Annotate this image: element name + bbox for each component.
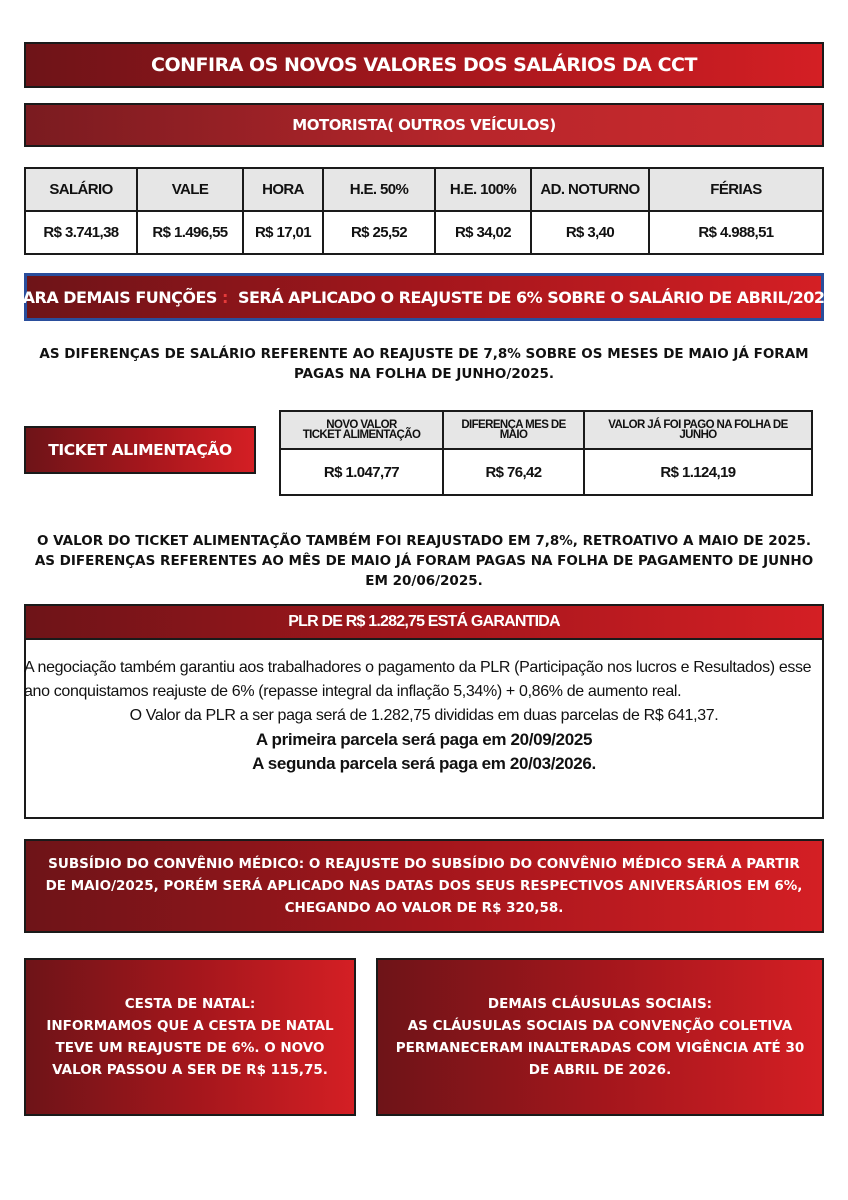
demais-funcoes-banner	[12, 273, 836, 321]
subtitle-banner	[24, 103, 824, 147]
header-salario: SALÁRIO	[25, 168, 137, 211]
header-he50: H.E. 50%	[323, 168, 435, 211]
plr-body	[26, 640, 822, 776]
ticket-header-novo-valor	[280, 411, 443, 449]
demais-funcoes-text: SERÁ APLICADO O REAJUSTE DE 6% SOBRE O SALÁRIO DE ABRIL/2025	[237, 287, 836, 307]
cesta-natal-text: INFORMAMOS QUE A CESTA DE NATAL TEVE UM REAJUSTE DE 6%. O NOVO VALOR PASSOU A SER DE R$ 115,75.	[46, 1018, 334, 1078]
salary-table-values-row	[25, 211, 823, 254]
note-diferencas-salario: AS DIFERENÇAS DE SALÁRIO REFERENTE AO REAJUSTE DE 7,8% SOBRE OS MESES DE MAIO JÁ FORAM PAGAS NA FOLHA DE JUNHO/2025.	[39, 346, 809, 382]
plr-title: PLR DE R$ 1.282,75 ESTÁ GARANTIDA	[26, 606, 822, 640]
clausulas-sociais-title: DEMAIS CLÁUSULAS SOCIAIS:	[487, 996, 713, 1012]
ticket-header-novo-valor-l1: NOVO VALOR	[326, 419, 397, 431]
value-ad-noturno: R$ 3,40	[531, 211, 649, 254]
header-ad-noturno: AD. NOTURNO	[531, 168, 649, 211]
note-ticket-reajuste: O VALOR DO TICKET ALIMENTAÇÃO TAMBÉM FOI REAJUSTADO EM 7,8%, RETROATIVO A MAIO DE 2025. AS DIFERENÇAS REFERENTES AO MÊS DE MAIO JÁ FORAM PAGAS NA FOLHA DE PAGAMENTO DE JUNHO EM 20/06/2025.	[34, 533, 814, 589]
plr-valor-line: O Valor da PLR a ser paga será de 1.282,75 divididas em duas parcelas de R$ 641,37.	[129, 707, 719, 724]
header-ferias: FÉRIAS	[649, 168, 823, 211]
plr-section	[24, 604, 824, 819]
ticket-header-valor-pago-l2: JUNHO	[679, 429, 717, 441]
ticket-header-valor-pago-l1: VALOR JÁ FOI PAGO NA FOLHA DE	[608, 419, 788, 431]
ticket-header-valor-pago	[584, 411, 812, 449]
ticket-table-values-row	[280, 449, 812, 495]
subsidio-convenio-box	[24, 839, 824, 933]
plr-paragraph: A negociação também garantiu aos trabalhadores o pagamento da PLR (Participação nos lucros e Resultados) esse ano conquistamos reajuste de 6% (repasse integral da inflação 5,34%) + 0,86% de aumento real.	[24, 659, 812, 700]
cesta-natal-content	[34, 993, 346, 1081]
main-title-banner	[24, 42, 824, 88]
ticket-value-pago: R$ 1.124,19	[584, 449, 812, 495]
plr-parcela-1: A primeira parcela será paga em 20/09/2025	[255, 730, 593, 749]
subsidio-text: SUBSÍDIO DO CONVÊNIO MÉDICO: O REAJUSTE DO SUBSÍDIO DO CONVÊNIO MÉDICO SERÁ A PARTIR DE MAIO/2025, PORÉM SERÁ APLICADO NAS DATAS DOS SEUS RESPECTIVOS ANIVERSÁRIOS EM 6%, CHEGANDO AO VALOR DE R$ 320,58.	[45, 856, 803, 916]
main-title: CONFIRA OS NOVOS VALORES DOS SALÁRIOS DA CCT	[151, 54, 697, 76]
value-he100: R$ 34,02	[435, 211, 531, 254]
demais-funcoes-label-text: PARA DEMAIS FUNÇÕES	[12, 287, 217, 307]
ticket-label: TICKET ALIMENTAÇÃO	[48, 441, 232, 459]
clausulas-sociais-content	[392, 993, 808, 1081]
value-he50: R$ 25,52	[323, 211, 435, 254]
clausulas-sociais-text: AS CLÁUSULAS SOCIAIS DA CONVENÇÃO COLETIVA PERMANECERAM INALTERADAS COM VIGÊNCIA ATÉ 30 DE ABRIL DE 2026.	[395, 1018, 805, 1078]
header-he100: H.E. 100%	[435, 168, 531, 211]
ticket-header-diferenca	[443, 411, 584, 449]
subtitle: MOTORISTA( OUTROS VEÍCULOS)	[292, 116, 556, 134]
value-vale: R$ 1.496,55	[137, 211, 243, 254]
ticket-value-diferenca: R$ 76,42	[443, 449, 584, 495]
clausulas-sociais-box	[376, 958, 824, 1116]
header-vale: VALE	[137, 168, 243, 211]
ticket-table	[279, 410, 813, 496]
ticket-header-novo-valor-l2: TICKET ALIMENTAÇÃO	[302, 429, 421, 441]
plr-parcela-2: A segunda parcela será paga em 20/03/2026.	[252, 754, 596, 773]
ticket-header-diferenca-l2: MAIO	[499, 429, 528, 441]
ticket-header-diferenca-l1: DIFERENÇA MES DE	[461, 419, 566, 431]
value-ferias: R$ 4.988,51	[649, 211, 823, 254]
salary-table-header-row	[25, 168, 823, 211]
colon: :	[222, 287, 228, 307]
cesta-natal-box	[24, 958, 356, 1116]
value-hora: R$ 17,01	[243, 211, 323, 254]
salary-table	[24, 167, 824, 255]
ticket-table-header-row	[280, 411, 812, 449]
ticket-value-novo: R$ 1.047,77	[280, 449, 443, 495]
header-hora: HORA	[243, 168, 323, 211]
value-salario: R$ 3.741,38	[25, 211, 137, 254]
demais-funcoes-label	[13, 288, 228, 307]
cesta-natal-title: CESTA DE NATAL:	[124, 996, 256, 1012]
ticket-label-box	[24, 426, 256, 474]
